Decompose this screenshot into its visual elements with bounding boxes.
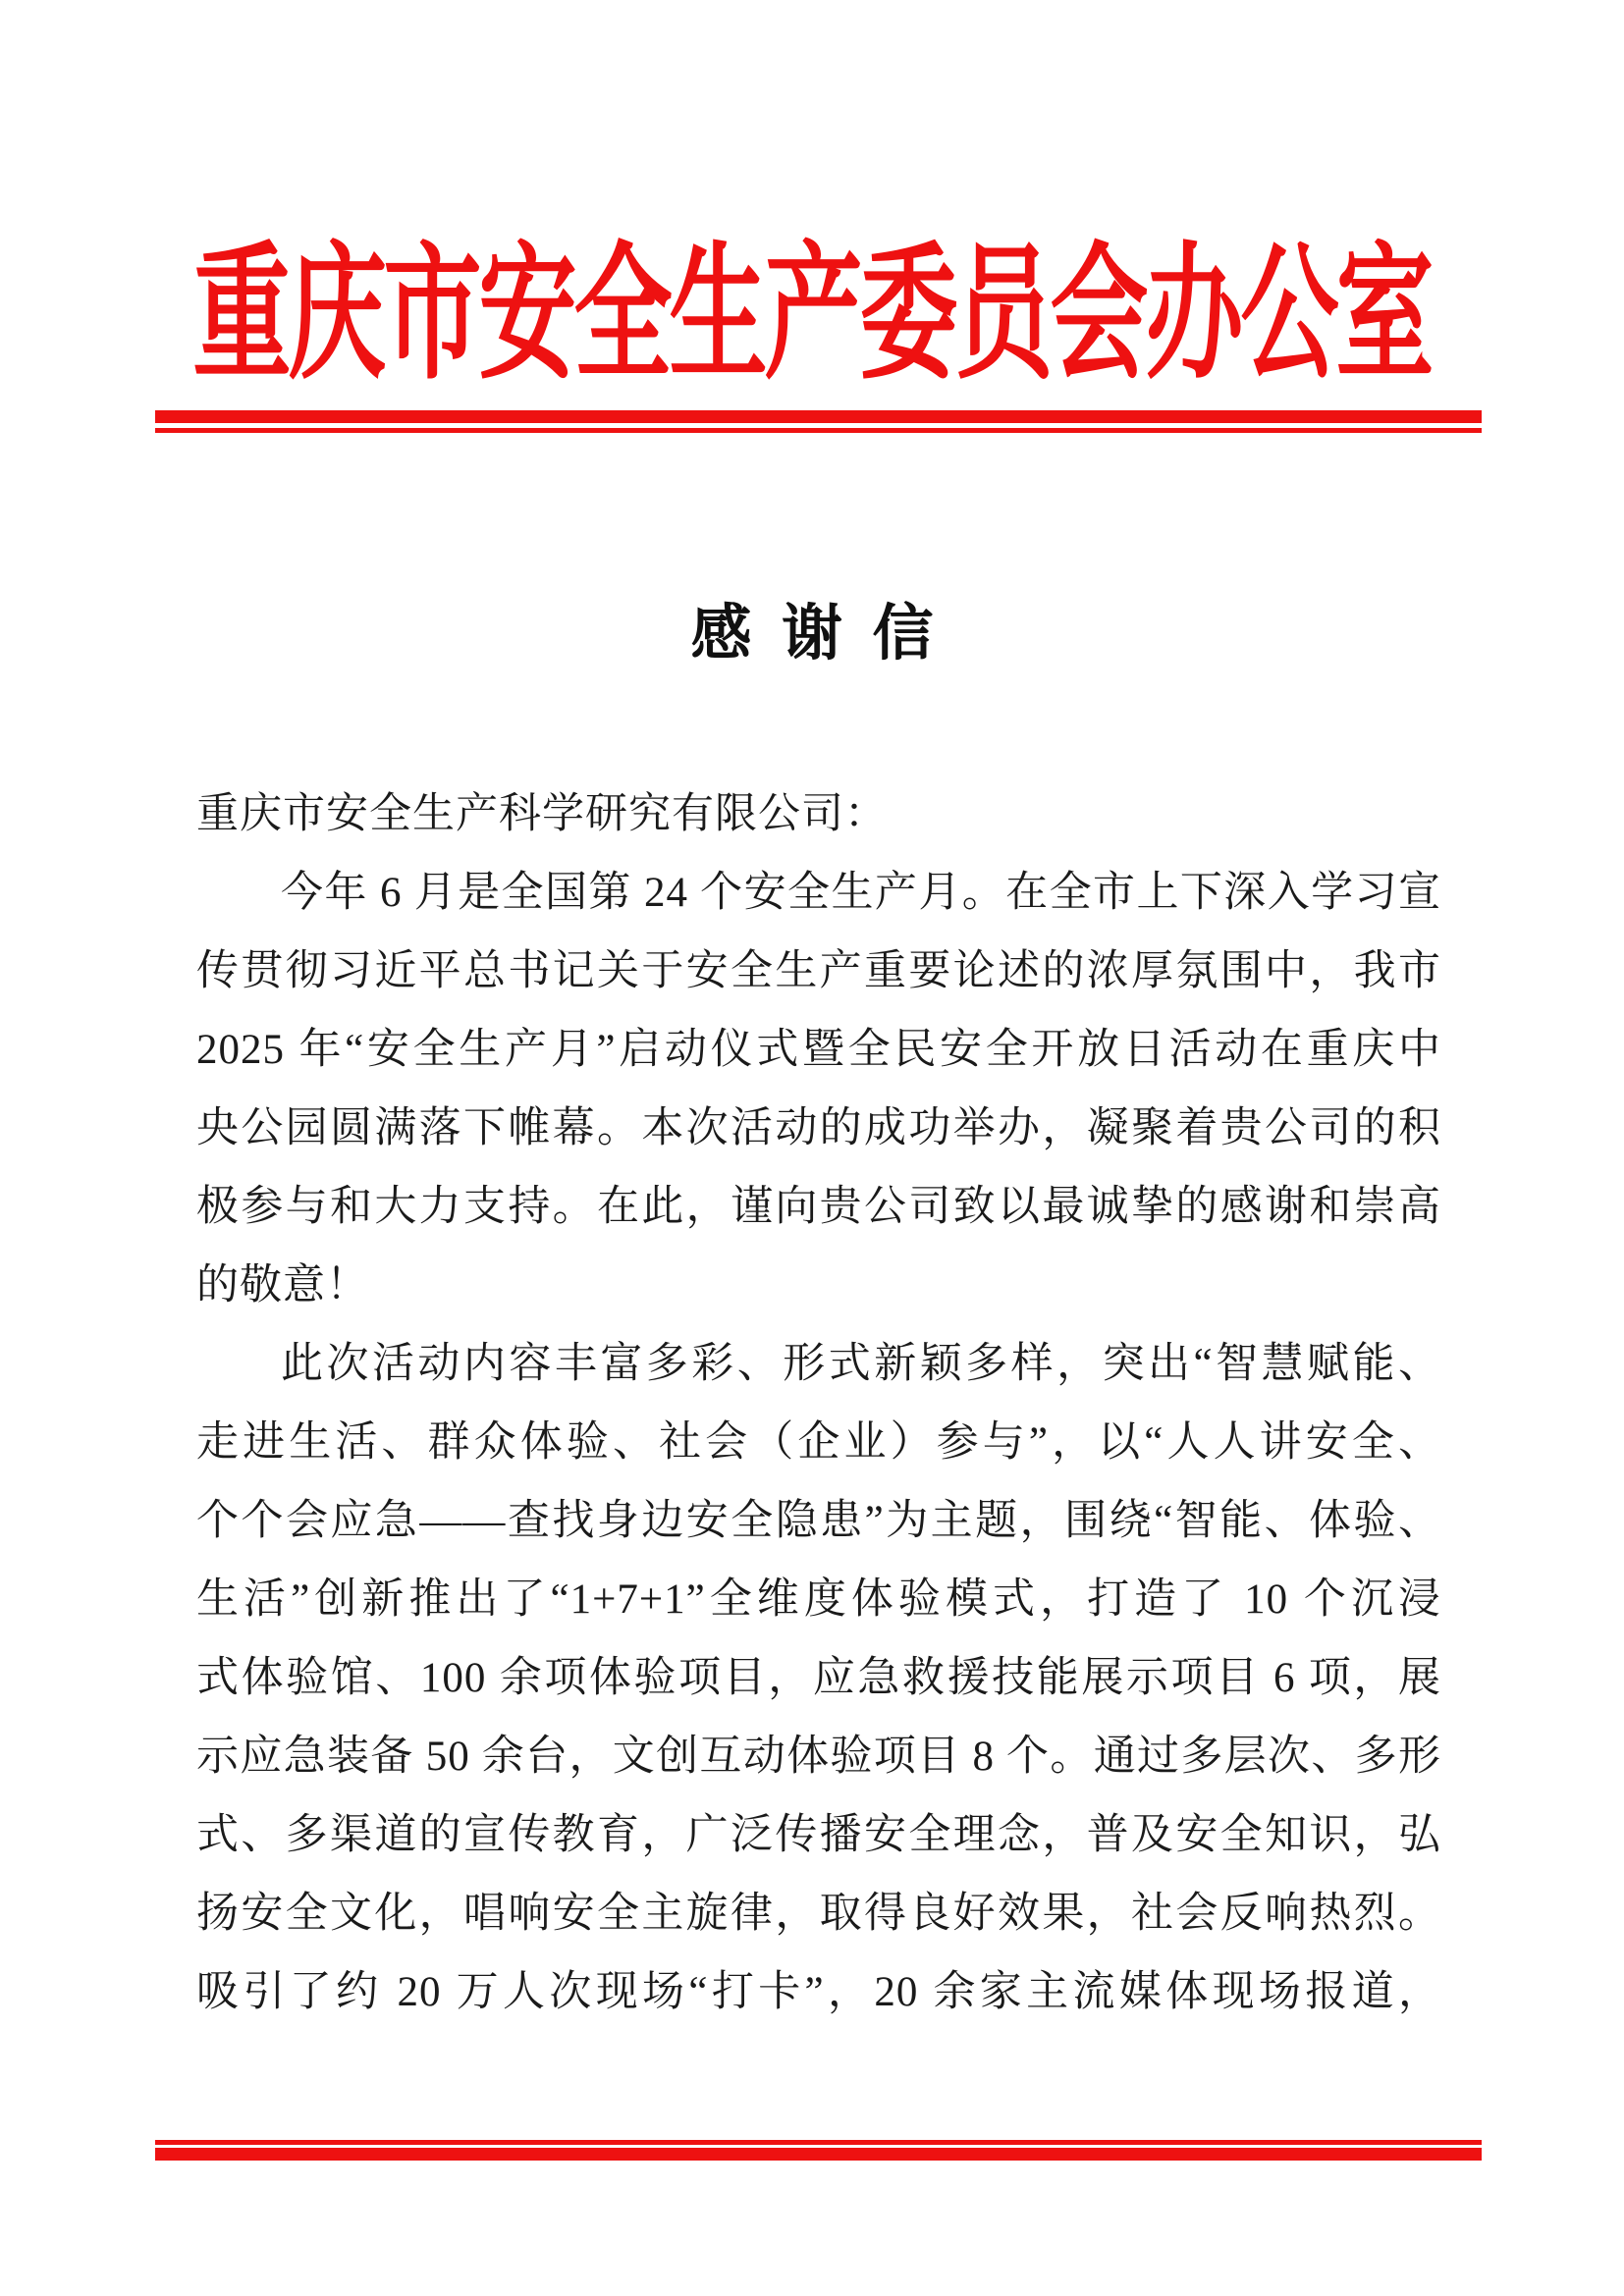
salutation-line: 重庆市安全生产科学研究有限公司： xyxy=(196,791,888,837)
body-line: 扬安全文化，唱响安全主旋律，取得良好效果，社会反响热烈。 xyxy=(196,1891,1441,1937)
body-line: 的敬意！ xyxy=(196,1262,369,1308)
body-line: 生活”创新推出了“1+7+1”全维度体验模式，打造了 10 个沉浸 xyxy=(196,1576,1441,1623)
letterhead-title: 重庆市安全生产委员会办公室 xyxy=(192,234,1432,398)
top-rule-thick xyxy=(155,410,1482,423)
body-line: 式体验馆、100 余项体验项目，应急救援技能展示项目 6 项，展 xyxy=(196,1655,1441,1701)
letter-title: 感 谢 信 xyxy=(690,601,934,667)
body-line: 今年 6 月是全国第 24 个安全生产月。在全市上下深入学习宣 xyxy=(281,870,1441,916)
body-line: 吸引了约 20 万人次现场“打卡”，20 余家主流媒体现场报道， xyxy=(196,1969,1441,2015)
bottom-rule-thin xyxy=(155,2140,1482,2145)
body-line: 2025 年“安全生产月”启动仪式暨全民安全开放日活动在重庆中 xyxy=(196,1027,1441,1073)
letterhead xyxy=(0,224,1624,398)
top-rule-thin xyxy=(155,428,1482,433)
body-line: 传贯彻习近平总书记关于安全生产重要论述的浓厚氛围中，我市 xyxy=(196,948,1441,994)
letter-body xyxy=(196,775,1441,2032)
bottom-rule-thick xyxy=(155,2148,1482,2161)
body-line: 极参与和大力支持。在此，谨向贵公司致以最诚挚的感谢和崇高 xyxy=(196,1184,1441,1230)
body-line: 此次活动内容丰富多彩、形式新颖多样，突出“智慧赋能、 xyxy=(281,1341,1441,1387)
body-line: 个个会应急——查找身边安全隐患”为主题，围绕“智能、体验、 xyxy=(196,1498,1441,1544)
body-line: 示应急装备 50 余台，文创互动体验项目 8 个。通过多层次、多形 xyxy=(196,1734,1441,1780)
body-line: 央公园圆满落下帷幕。本次活动的成功举办，凝聚着贵公司的积 xyxy=(196,1105,1441,1151)
body-line: 式、多渠道的宣传教育，广泛传播安全理念，普及安全知识，弘 xyxy=(196,1812,1441,1858)
body-line: 走进生活、群众体验、社会（企业）参与”，以“人人讲安全、 xyxy=(196,1419,1441,1466)
